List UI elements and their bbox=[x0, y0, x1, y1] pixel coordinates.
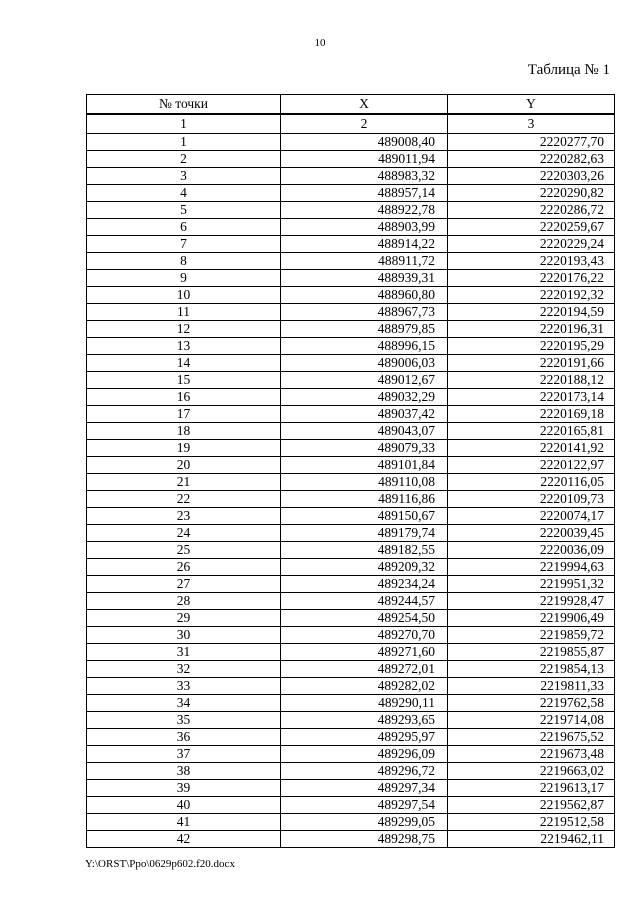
header-point-number: № точки bbox=[87, 95, 281, 115]
x-coordinate-cell: 488957,14 bbox=[281, 185, 448, 202]
footer-file-path: Y:\ORST\Ppo\0629p602.f20.docx bbox=[85, 858, 235, 870]
column-number-3: 3 bbox=[448, 114, 615, 134]
point-number-cell: 10 bbox=[87, 287, 281, 304]
header-x: X bbox=[281, 95, 448, 115]
x-coordinate-cell: 488979,85 bbox=[281, 321, 448, 338]
y-coordinate-cell: 2220194,59 bbox=[448, 304, 615, 321]
x-coordinate-cell: 489293,65 bbox=[281, 712, 448, 729]
y-coordinate-cell: 2220290,82 bbox=[448, 185, 615, 202]
point-number-cell: 38 bbox=[87, 763, 281, 780]
y-coordinate-cell: 2220303,26 bbox=[448, 168, 615, 185]
y-coordinate-cell: 2220188,12 bbox=[448, 372, 615, 389]
table-row bbox=[87, 168, 615, 185]
column-number-1: 1 bbox=[87, 114, 281, 134]
table-row bbox=[87, 559, 615, 576]
table-row bbox=[87, 831, 615, 848]
table-row bbox=[87, 321, 615, 338]
header-y: Y bbox=[448, 95, 615, 115]
x-coordinate-cell: 489234,24 bbox=[281, 576, 448, 593]
table-row bbox=[87, 508, 615, 525]
point-number-cell: 27 bbox=[87, 576, 281, 593]
table-row bbox=[87, 797, 615, 814]
table-row bbox=[87, 338, 615, 355]
point-number-cell: 20 bbox=[87, 457, 281, 474]
point-number-cell: 22 bbox=[87, 491, 281, 508]
x-coordinate-cell: 489244,57 bbox=[281, 593, 448, 610]
y-coordinate-cell: 2220195,29 bbox=[448, 338, 615, 355]
point-number-cell: 35 bbox=[87, 712, 281, 729]
table-header-row bbox=[87, 95, 615, 115]
column-number-2: 2 bbox=[281, 114, 448, 134]
table-row bbox=[87, 457, 615, 474]
x-coordinate-cell: 489032,29 bbox=[281, 389, 448, 406]
point-number-cell: 21 bbox=[87, 474, 281, 491]
y-coordinate-cell: 2220277,70 bbox=[448, 134, 615, 151]
point-number-cell: 31 bbox=[87, 644, 281, 661]
y-coordinate-cell: 2219811,33 bbox=[448, 678, 615, 695]
y-coordinate-cell: 2220286,72 bbox=[448, 202, 615, 219]
table-row bbox=[87, 440, 615, 457]
y-coordinate-cell: 2220169,18 bbox=[448, 406, 615, 423]
x-coordinate-cell: 489079,33 bbox=[281, 440, 448, 457]
table-row bbox=[87, 661, 615, 678]
y-coordinate-cell: 2219906,49 bbox=[448, 610, 615, 627]
y-coordinate-cell: 2220173,14 bbox=[448, 389, 615, 406]
x-coordinate-cell: 489012,67 bbox=[281, 372, 448, 389]
table-row bbox=[87, 185, 615, 202]
point-number-cell: 41 bbox=[87, 814, 281, 831]
x-coordinate-cell: 488960,80 bbox=[281, 287, 448, 304]
y-coordinate-cell: 2219462,11 bbox=[448, 831, 615, 848]
x-coordinate-cell: 489037,42 bbox=[281, 406, 448, 423]
x-coordinate-cell: 489209,32 bbox=[281, 559, 448, 576]
table-row bbox=[87, 236, 615, 253]
y-coordinate-cell: 2219854,13 bbox=[448, 661, 615, 678]
table-row bbox=[87, 304, 615, 321]
x-coordinate-cell: 488911,72 bbox=[281, 253, 448, 270]
point-number-cell: 36 bbox=[87, 729, 281, 746]
x-coordinate-cell: 489011,94 bbox=[281, 151, 448, 168]
table-row bbox=[87, 746, 615, 763]
x-coordinate-cell: 489282,02 bbox=[281, 678, 448, 695]
x-coordinate-cell: 489101,84 bbox=[281, 457, 448, 474]
table-row bbox=[87, 134, 615, 151]
x-coordinate-cell: 489299,05 bbox=[281, 814, 448, 831]
table-row bbox=[87, 372, 615, 389]
y-coordinate-cell: 2219762,58 bbox=[448, 695, 615, 712]
y-coordinate-cell: 2220259,67 bbox=[448, 219, 615, 236]
y-coordinate-cell: 2219613,17 bbox=[448, 780, 615, 797]
point-number-cell: 4 bbox=[87, 185, 281, 202]
x-coordinate-cell: 489272,01 bbox=[281, 661, 448, 678]
table-row bbox=[87, 814, 615, 831]
point-number-cell: 7 bbox=[87, 236, 281, 253]
x-coordinate-cell: 489271,60 bbox=[281, 644, 448, 661]
table-row bbox=[87, 406, 615, 423]
y-coordinate-cell: 2219562,87 bbox=[448, 797, 615, 814]
table-row bbox=[87, 151, 615, 168]
table-row bbox=[87, 729, 615, 746]
y-coordinate-cell: 2220122,97 bbox=[448, 457, 615, 474]
table-row bbox=[87, 202, 615, 219]
table-row bbox=[87, 627, 615, 644]
point-number-cell: 30 bbox=[87, 627, 281, 644]
point-number-cell: 17 bbox=[87, 406, 281, 423]
x-coordinate-cell: 489296,72 bbox=[281, 763, 448, 780]
x-coordinate-cell: 489270,70 bbox=[281, 627, 448, 644]
y-coordinate-cell: 2220036,09 bbox=[448, 542, 615, 559]
x-coordinate-cell: 489296,09 bbox=[281, 746, 448, 763]
x-coordinate-cell: 488996,15 bbox=[281, 338, 448, 355]
table-row bbox=[87, 780, 615, 797]
y-coordinate-cell: 2220176,22 bbox=[448, 270, 615, 287]
point-number-cell: 3 bbox=[87, 168, 281, 185]
y-coordinate-cell: 2220196,31 bbox=[448, 321, 615, 338]
point-number-cell: 8 bbox=[87, 253, 281, 270]
point-number-cell: 34 bbox=[87, 695, 281, 712]
y-coordinate-cell: 2219673,48 bbox=[448, 746, 615, 763]
x-coordinate-cell: 489298,75 bbox=[281, 831, 448, 848]
coordinates-table bbox=[86, 94, 615, 848]
y-coordinate-cell: 2220165,81 bbox=[448, 423, 615, 440]
table-row bbox=[87, 389, 615, 406]
table-row bbox=[87, 355, 615, 372]
table-row bbox=[87, 219, 615, 236]
page-number: 10 bbox=[314, 37, 326, 49]
x-coordinate-cell: 488914,22 bbox=[281, 236, 448, 253]
y-coordinate-cell: 2220039,45 bbox=[448, 525, 615, 542]
table-row bbox=[87, 712, 615, 729]
point-number-cell: 33 bbox=[87, 678, 281, 695]
y-coordinate-cell: 2220192,32 bbox=[448, 287, 615, 304]
x-coordinate-cell: 488983,32 bbox=[281, 168, 448, 185]
point-number-cell: 15 bbox=[87, 372, 281, 389]
table-row bbox=[87, 644, 615, 661]
table-row bbox=[87, 491, 615, 508]
table-row bbox=[87, 287, 615, 304]
table-row bbox=[87, 763, 615, 780]
x-coordinate-cell: 489006,03 bbox=[281, 355, 448, 372]
y-coordinate-cell: 2220109,73 bbox=[448, 491, 615, 508]
point-number-cell: 39 bbox=[87, 780, 281, 797]
y-coordinate-cell: 2220191,66 bbox=[448, 355, 615, 372]
x-coordinate-cell: 488967,73 bbox=[281, 304, 448, 321]
x-coordinate-cell: 489295,97 bbox=[281, 729, 448, 746]
x-coordinate-cell: 489116,86 bbox=[281, 491, 448, 508]
point-number-cell: 40 bbox=[87, 797, 281, 814]
table-row bbox=[87, 423, 615, 440]
point-number-cell: 5 bbox=[87, 202, 281, 219]
y-coordinate-cell: 2219714,08 bbox=[448, 712, 615, 729]
x-coordinate-cell: 489179,74 bbox=[281, 525, 448, 542]
y-coordinate-cell: 2219512,58 bbox=[448, 814, 615, 831]
y-coordinate-cell: 2220116,05 bbox=[448, 474, 615, 491]
y-coordinate-cell: 2220193,43 bbox=[448, 253, 615, 270]
y-coordinate-cell: 2219951,32 bbox=[448, 576, 615, 593]
x-coordinate-cell: 489182,55 bbox=[281, 542, 448, 559]
point-number-cell: 13 bbox=[87, 338, 281, 355]
point-number-cell: 37 bbox=[87, 746, 281, 763]
point-number-cell: 23 bbox=[87, 508, 281, 525]
point-number-cell: 12 bbox=[87, 321, 281, 338]
table-body bbox=[87, 134, 615, 848]
table-row bbox=[87, 253, 615, 270]
x-coordinate-cell: 489008,40 bbox=[281, 134, 448, 151]
table-row bbox=[87, 678, 615, 695]
x-coordinate-cell: 489150,67 bbox=[281, 508, 448, 525]
point-number-cell: 28 bbox=[87, 593, 281, 610]
x-coordinate-cell: 489297,34 bbox=[281, 780, 448, 797]
x-coordinate-cell: 488903,99 bbox=[281, 219, 448, 236]
y-coordinate-cell: 2220229,24 bbox=[448, 236, 615, 253]
table-row bbox=[87, 695, 615, 712]
y-coordinate-cell: 2219855,87 bbox=[448, 644, 615, 661]
x-coordinate-cell: 489110,08 bbox=[281, 474, 448, 491]
point-number-cell: 32 bbox=[87, 661, 281, 678]
y-coordinate-cell: 2219663,02 bbox=[448, 763, 615, 780]
table-row bbox=[87, 610, 615, 627]
point-number-cell: 16 bbox=[87, 389, 281, 406]
table-row bbox=[87, 474, 615, 491]
table-row bbox=[87, 270, 615, 287]
table-column-numbers-row bbox=[87, 114, 615, 134]
table-row bbox=[87, 525, 615, 542]
point-number-cell: 42 bbox=[87, 831, 281, 848]
table-caption: Таблица № 1 bbox=[527, 62, 610, 78]
table-row bbox=[87, 542, 615, 559]
table-row bbox=[87, 593, 615, 610]
point-number-cell: 19 bbox=[87, 440, 281, 457]
point-number-cell: 6 bbox=[87, 219, 281, 236]
point-number-cell: 2 bbox=[87, 151, 281, 168]
point-number-cell: 24 bbox=[87, 525, 281, 542]
x-coordinate-cell: 489043,07 bbox=[281, 423, 448, 440]
point-number-cell: 25 bbox=[87, 542, 281, 559]
table-row bbox=[87, 576, 615, 593]
point-number-cell: 14 bbox=[87, 355, 281, 372]
y-coordinate-cell: 2220074,17 bbox=[448, 508, 615, 525]
point-number-cell: 11 bbox=[87, 304, 281, 321]
x-coordinate-cell: 489290,11 bbox=[281, 695, 448, 712]
y-coordinate-cell: 2219859,72 bbox=[448, 627, 615, 644]
x-coordinate-cell: 488939,31 bbox=[281, 270, 448, 287]
point-number-cell: 9 bbox=[87, 270, 281, 287]
y-coordinate-cell: 2220282,63 bbox=[448, 151, 615, 168]
y-coordinate-cell: 2219928,47 bbox=[448, 593, 615, 610]
y-coordinate-cell: 2220141,92 bbox=[448, 440, 615, 457]
x-coordinate-cell: 488922,78 bbox=[281, 202, 448, 219]
x-coordinate-cell: 489254,50 bbox=[281, 610, 448, 627]
x-coordinate-cell: 489297,54 bbox=[281, 797, 448, 814]
point-number-cell: 1 bbox=[87, 134, 281, 151]
y-coordinate-cell: 2219675,52 bbox=[448, 729, 615, 746]
point-number-cell: 29 bbox=[87, 610, 281, 627]
point-number-cell: 18 bbox=[87, 423, 281, 440]
point-number-cell: 26 bbox=[87, 559, 281, 576]
y-coordinate-cell: 2219994,63 bbox=[448, 559, 615, 576]
